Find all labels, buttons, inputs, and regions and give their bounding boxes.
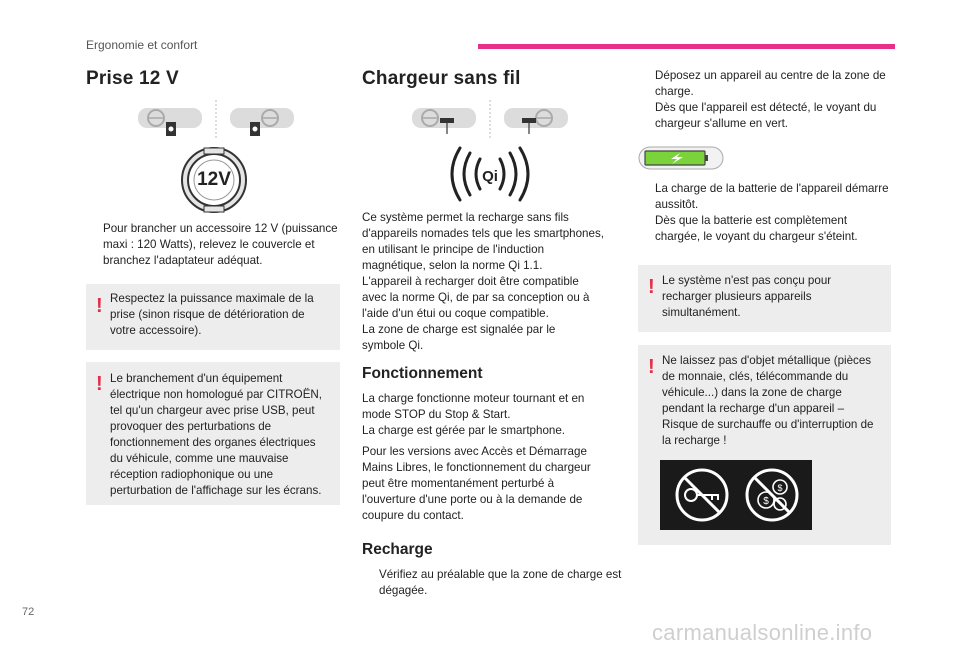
- text-line: coupure du contact.: [362, 509, 464, 522]
- watermark: carmanualsonline.info: [652, 620, 873, 645]
- section-header: Ergonomie et confort: [86, 38, 198, 52]
- bullet-text: Dès que la batterie est complètement chargée, le voyant du chargeur s'éteint.: [655, 214, 858, 243]
- bullet-text: Pour brancher un accessoire 12 V (puissance maxi : 120 Watts), relevez le couvercle et branchez l'adaptateur adéquat.: [103, 222, 338, 267]
- warning-text: Ne laissez pas d'objet métallique (pièces de monnaie, clés, télécommande du véhicule...) dans la zone de charge pendant la recharge d'un appareil – Risque de surchauffe ou d'interruption de la recharge !: [662, 354, 874, 447]
- bullet-plug-accessory: [88, 221, 346, 269]
- text-line: Mains Libres, le fonctionnement du chargeur: [362, 461, 591, 474]
- header-accent-bar: [478, 44, 895, 49]
- intro-paragraph: [362, 210, 627, 354]
- charger-green-led-icon: [638, 146, 724, 170]
- bullet-text: Déposez un appareil au centre de la zone de charge.: [655, 69, 886, 98]
- text-line: L'appareil à recharger doit être compatible: [362, 275, 579, 288]
- svg-text:$: $: [777, 483, 783, 493]
- svg-text:$: $: [763, 496, 769, 507]
- fonctionnement-paragraph-2: [362, 444, 627, 524]
- warning-icon: !: [96, 373, 103, 395]
- warning-icon: !: [648, 356, 655, 378]
- dashboard-charger-location-icon: [410, 100, 570, 142]
- bullet-place-device: [640, 68, 892, 100]
- text-line: La charge fonctionne moteur tournant et en: [362, 392, 585, 405]
- qi-wireless-icon: [440, 145, 540, 203]
- text-line: mode STOP du Stop & Start.: [362, 408, 511, 421]
- text-line: La zone de charge est signalée par le: [362, 323, 556, 336]
- bullet-charge-starts: [640, 181, 892, 213]
- fonctionnement-paragraph-1: [362, 391, 627, 439]
- title-prise-12v: Prise 12 V: [86, 68, 179, 89]
- socket-12v-icon: [180, 146, 248, 214]
- dashboard-socket-location-icon: [136, 100, 296, 142]
- title-chargeur-sans-fil: Chargeur sans fil: [362, 68, 521, 89]
- heading-fonctionnement: Fonctionnement: [362, 365, 483, 382]
- socket-12v-label: 12V: [197, 169, 231, 190]
- bullet-check-zone: [364, 567, 624, 599]
- bullet-device-detected: [640, 100, 892, 132]
- svg-text:Qi: Qi: [482, 168, 498, 185]
- bullet-text: La charge de la batterie de l'appareil démarre aussitôt.: [655, 182, 889, 211]
- bullet-charge-complete: [640, 213, 892, 245]
- warning-box-non-homologated: [86, 362, 340, 505]
- text-line: magnétique, selon la norme Qi 1.1.: [362, 259, 543, 272]
- text-line: d'appareils nomades tels que les smartphones,: [362, 227, 604, 240]
- warning-icon: !: [648, 276, 655, 298]
- warning-text: Respectez la puissance maximale de la prise (sinon risque de détérioration de votre accessoire).: [110, 292, 314, 337]
- bullet-text: Vérifiez au préalable que la zone de charge est dégagée.: [379, 568, 622, 597]
- warning-icon: !: [96, 295, 103, 317]
- heading-recharge: Recharge: [362, 541, 433, 558]
- text-line: l'ouverture d'une porte ou à la demande de: [362, 493, 583, 506]
- no-metal-objects-icon: [660, 460, 812, 530]
- warning-box-metal-objects: [638, 345, 891, 545]
- text-line: Pour les versions avec Accès et Démarrage: [362, 445, 587, 458]
- text-line: peut être momentanément perturbé à: [362, 477, 555, 490]
- text-line: symbole Qi.: [362, 339, 424, 352]
- warning-box-max-power: [86, 284, 340, 350]
- text-line: avec la norme Qi, de par sa conception ou à: [362, 291, 590, 304]
- page-number: 72: [22, 606, 35, 618]
- text-line: Ce système permet la recharge sans fils: [362, 211, 569, 224]
- text-line: en utilisant le principe de l'induction: [362, 243, 545, 256]
- warning-text: Le branchement d'un équipement électrique non homologué par CITROËN, tel qu'un chargeur avec prise USB, peut provoquer des perturbations de fonctionnement des organes électriques du véhicule, comme une mauvaise réception radiophonique ou une perturbation de l'affichage sur les écrans.: [110, 372, 323, 497]
- text-line: l'aide d'un étui ou coque compatible.: [362, 307, 549, 320]
- warning-box-multiple-devices: [638, 265, 891, 332]
- text-line: La charge est gérée par le smartphone.: [362, 424, 566, 437]
- bullet-text: Dès que l'appareil est détecté, le voyant du chargeur s'allume en vert.: [655, 101, 877, 130]
- warning-text: Le système n'est pas conçu pour recharger plusieurs appareils simultanément.: [662, 274, 832, 319]
